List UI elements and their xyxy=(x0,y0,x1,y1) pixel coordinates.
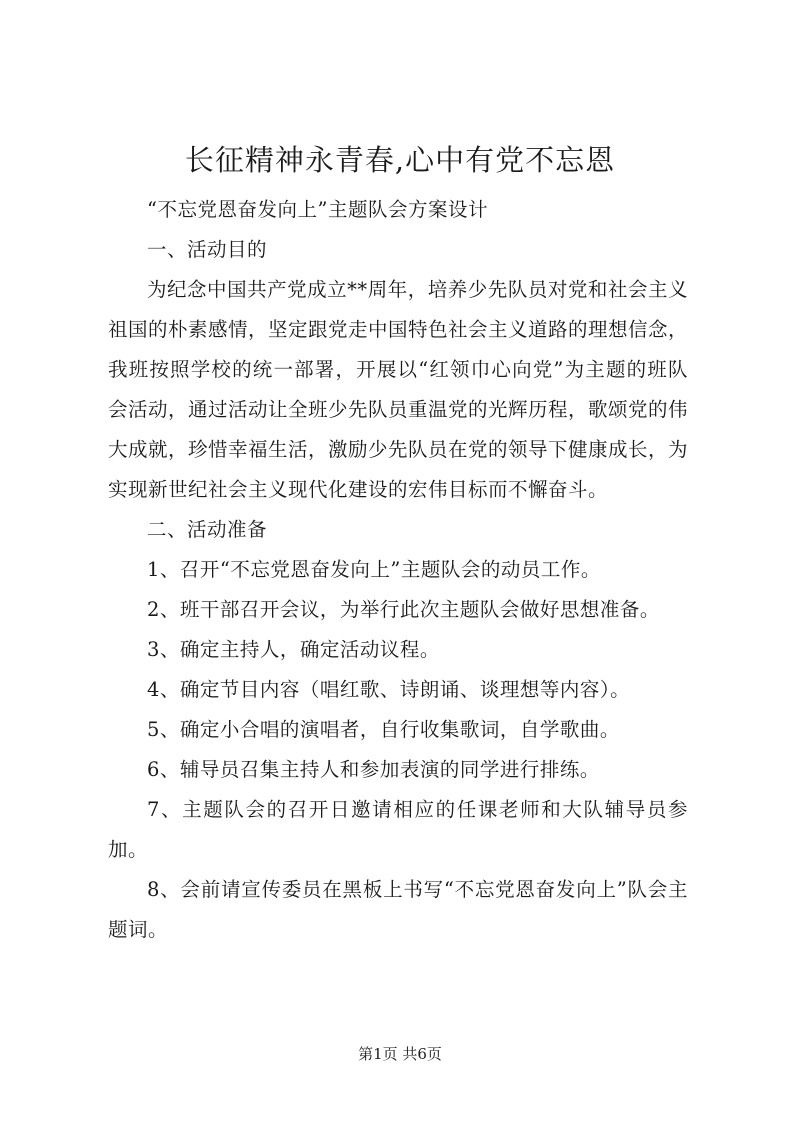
purpose-paragraph: 为纪念中国共产党成立**周年，培养少先队员对党和社会主义祖国的朴素感情，坚定跟党走中国特色社会主义道路的理想信念，我班按照学校的统一部署，开展以“红领巾心向党”为主题的班队会活动，通过活动让全班少先队员重温党的光辉历程，歌颂党的伟大成就，珍惜幸福生活，激励少先队员在党的领导下健康成长，为实现新世纪社会主义现代化建设的宏伟目标而不懈奋斗。 xyxy=(108,278,689,501)
list-item: 3、确定主持人，确定活动议程。 xyxy=(147,638,440,661)
list-item: 7、主题队会的召开日邀请相应的任课老师和大队辅导员参加。 xyxy=(108,798,688,861)
list-item: 5、确定小合唱的演唱者，自行收集歌词，自学歌曲。 xyxy=(147,718,620,741)
document-title: 长征精神永青春,心中有党不忘恩 xyxy=(184,143,616,177)
list-item: 8、会前请宣传委员在黑板上书写“不忘党恩奋发向上”队会主题词。 xyxy=(108,878,688,941)
subtitle: “不忘党恩奋发向上”主题队会方案设计 xyxy=(147,198,488,221)
section-heading-preparation: 二、活动准备 xyxy=(147,518,268,541)
list-item: 6、辅导员召集主持人和参加表演的同学进行排练。 xyxy=(147,758,600,781)
section-heading-purpose: 一、活动目的 xyxy=(147,238,268,261)
list-item: 4、确定节目内容（唱红歌、诗朗诵、谈理想等内容）。 xyxy=(147,678,631,701)
list-item: 2、班干部召开会议，为举行此次主题队会做好思想准备。 xyxy=(147,598,660,621)
list-item: 1、召开“不忘党恩奋发向上”主题队会的动员工作。 xyxy=(147,558,601,581)
document-body xyxy=(108,190,688,950)
page-footer: 第1页 共6页 xyxy=(358,1045,442,1063)
